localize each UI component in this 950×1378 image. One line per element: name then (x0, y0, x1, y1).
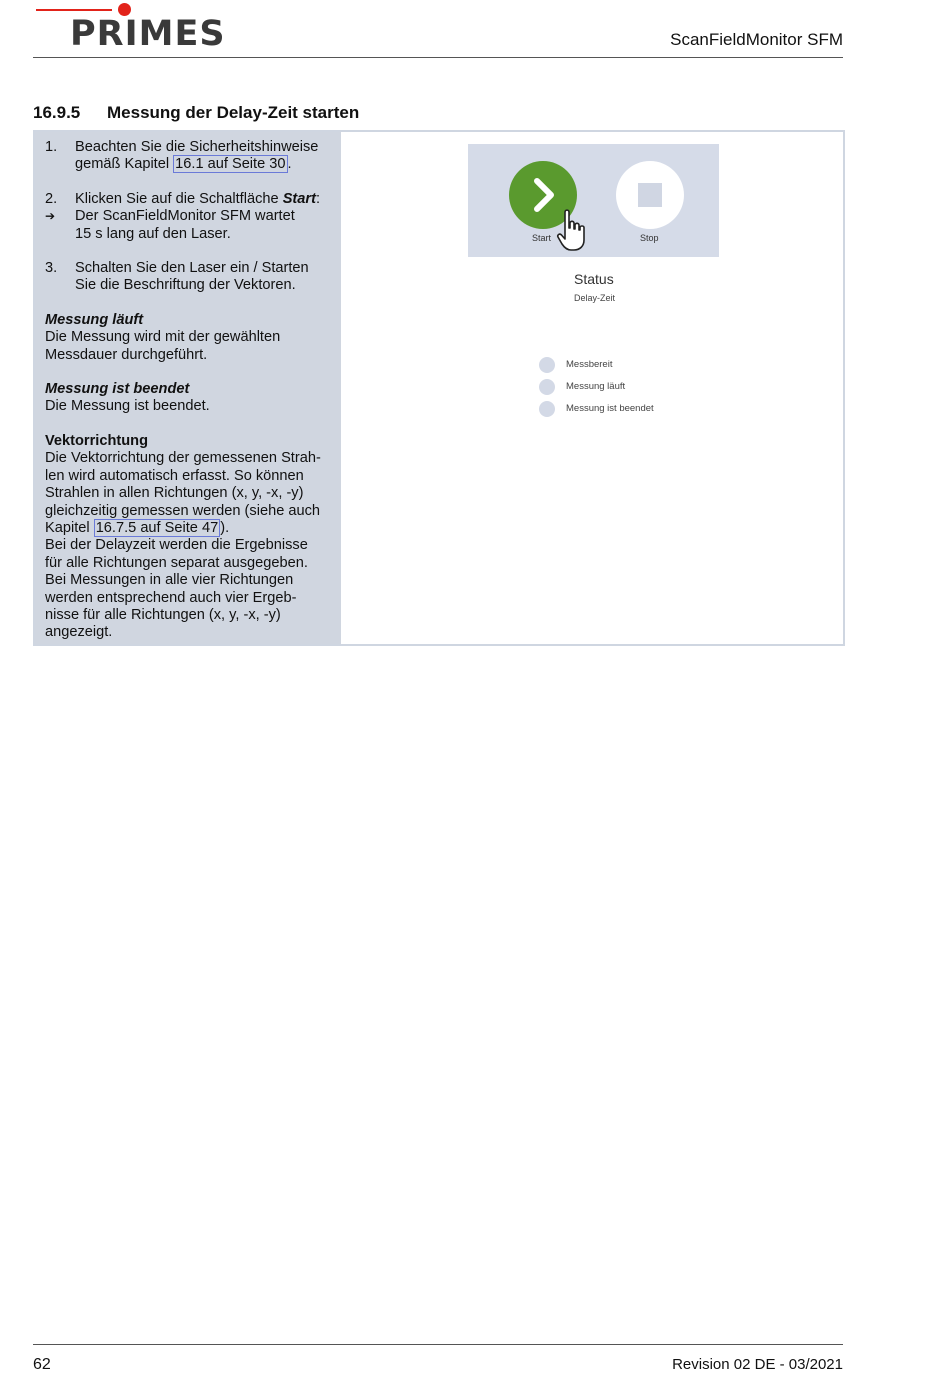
header-divider (33, 57, 843, 58)
link-chapter-16-7-5[interactable]: 16.7.5 auf Seite 47 (95, 519, 219, 536)
stop-label: Stop (640, 233, 659, 243)
stop-square-icon (616, 161, 684, 229)
page-number: 62 (33, 1356, 51, 1373)
note-running-title: Messung läuft (45, 311, 144, 328)
step-2-result: ➔ Der ScanFieldMonitor SFM wartet 15 s lang auf den Laser. (45, 208, 295, 242)
link-chapter-16-1[interactable]: 16.1 auf Seite 30 (175, 156, 286, 173)
step-1: 1. Beachten Sie die Sicherheitshinweise gemäß Kapitel 16.1 auf Seite 30 . (45, 139, 319, 173)
note-vector-title: Vektorrichtung (45, 432, 148, 449)
control-bar (468, 144, 719, 257)
step-3: 3. Schalten Sie den Laser ein / Starten Sie die Beschriftung der Vektoren. (45, 260, 309, 294)
section-heading (33, 103, 359, 123)
product-title: ScanFieldMonitor SFM (670, 30, 843, 49)
primes-logo (36, 2, 226, 54)
section-number: 16.9.5 (33, 103, 81, 122)
section-title: Messung der Delay-Zeit starten (107, 103, 360, 122)
hand-pointer-icon (556, 208, 588, 254)
logo-red-line (36, 9, 112, 11)
revision-info: Revision 02 DE - 03/2021 (672, 1356, 843, 1373)
instruction-panel (33, 130, 845, 646)
status-indicator-icon (539, 379, 555, 395)
start-label: Start (532, 233, 552, 243)
result-arrow-icon: ➔ (45, 209, 56, 224)
note-done-title: Messung ist beendet (45, 381, 190, 398)
step-2: 2. Klicken Sie auf die Schaltfläche Start: (45, 190, 320, 207)
footer-divider (33, 1344, 843, 1345)
instruction-text-column: 1. Beachten Sie die Sicherheitshinweise gemäß Kapitel 16.1 auf Seite 30 . 2. Klicken Sie auf die Schaltfläche Start: ➔ Der ScanFieldMonitor SFM wartet 15 s lang auf den Laser. 3. Schalten Sie den Laser ein / Starten Sie die Beschriftung der Vektoren. Messung läuft Die Messung wird mit der gewählten Messdauer durchgeführt. Messung ist beendet Die Messung ist beendet. Vektorrichtung Die Vektorrichtung der gemessenen Strah- len wird automatisch erfasst. So können Strahlen in allen Richtungen (x, y, -x, -y) gleichzeitig gemessen werden (siehe auch Kapitel 16.7.5 auf Seite 47 ). Bei der Delayzeit werden die Ergebnisse für alle Richtungen separat ausgegeben. Bei Messungen in alle vier Richtungen werden entsprechend auch vier Ergeb- nisse für alle Richtungen (x, y, -x, -y) angezeigt. (35, 132, 341, 644)
stop-button[interactable] (616, 161, 684, 229)
status-subtitle: Delay-Zeit (574, 293, 616, 303)
status-title: Status (574, 271, 614, 287)
logo-text: PRIMES (70, 14, 226, 54)
status-indicator-icon (539, 401, 555, 417)
status-indicator-icon (539, 357, 555, 373)
software-screenshot: Start Stop Status Delay-Zeit Messbereit Messung läuft Messung ist beendet (341, 132, 843, 644)
